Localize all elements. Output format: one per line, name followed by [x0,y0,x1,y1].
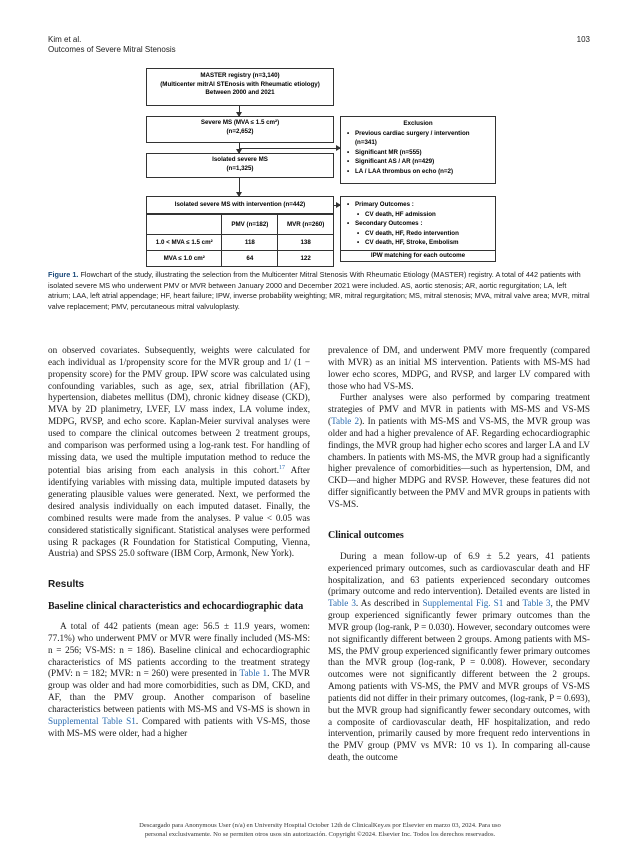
table-cell-pmv: 118 [222,235,278,251]
paragraph-text: , the PMV group experienced significantly fewer primary outcomes than the MVR group (log-rank, P = 0.030). However, secondary outcomes were not significantly different between 2 groups. Among patients with MS-MS, the PMV group experienced significantly fewer primary outcomes than the MVR group (log-rank, P = 0.008). However, secondary outcomes were not significantly different between the 2 groups. Among patients with VS-MS, the PMV and MVR groups of VS-MS patients did not differ in their primary outcomes, (log-rank, P = 0.693), but the MVR group had significantly fewer secondary outcomes, with a composite of cardiovascular death, HF hospitalization, and redo intervention, primarily caused by more frequent redo interventions in the PMV group (PMV vs MVR: 10 vs 1). In comparing all-cause death, the outcome [328,598,590,763]
figure-caption [48,270,590,312]
table-row [147,235,334,251]
download-footer [60,822,580,839]
master-period: Between 2000 and 2021 [205,89,275,96]
supplemental-fig-link[interactable]: Supplemental Fig. S1 [422,598,504,609]
exclusion-list [347,129,489,177]
left-column [48,345,310,740]
table-row-label: MVA ≤ 1.0 cm² [147,251,222,267]
paragraph-text: During a mean follow-up of 6.9 ± 5.2 years, 41 patients experienced primary outcomes, such as cardiovascular death and HF hospitalization, and 63 patients experienced secondary outcomes (primary outcome and redo intervention). Detailed events are listed in [328,550,590,597]
table-3-link[interactable]: Table 3 [328,598,356,609]
paragraph [328,392,590,510]
table-cell-pmv: 64 [222,251,278,267]
table-header-mvr: MVR (n=260) [278,215,334,235]
exclusion-box [340,116,496,184]
table-header-pmv: PMV (n=182) [222,215,278,235]
header-author: Kim et al. [48,35,82,44]
paragraph [48,345,310,560]
ipw-box [340,250,496,262]
master-subtitle: (Multicenter mitrAl STEnosis with Rheumatic etiology) [160,80,320,88]
list-item: • Significant AS / AR (n=429) [347,157,489,167]
severe-title: Severe MS (MVA ≤ 1.5 cm²) [200,119,280,126]
table-corner [147,215,222,235]
list-item: • CV death, HF, Stroke, Embolism [347,238,489,248]
list-item: • CV death, HF, Redo intervention [347,229,489,239]
paragraph [328,551,590,764]
list-item: (n=341) [355,139,377,146]
list-item: • Significant MR (n=555) [347,148,489,158]
arrow-3 [239,178,240,196]
flowchart [0,0,638,265]
primary-outcomes-label: • Primary Outcomes : [347,200,489,210]
table-2-link[interactable]: Table 2 [331,416,360,427]
table-3-link[interactable]: Table 3 [522,598,551,609]
master-title: MASTER registry (n=3,140) [200,72,280,79]
outcomes-list [347,200,489,248]
paragraph [48,621,310,739]
table-header-row [147,215,334,235]
intervention-box [146,196,334,214]
severe-ms-box [146,116,334,143]
exclusion-title: Exclusion [403,120,433,127]
paragraph-text: ). In patients with MS-MS and VS-MS, the MVR group was older and had a higher prevalence of AF. Regarding echocardiographic findings, the MVR group had higher echo scores and larger LA and LV chambers. In patients with MS-MS, the MVR group had a significantly higher prevalence of comorbidities—such as hypertension, DM, and CKD—and higher MDPG and RVSP. However, these features did not differ significantly between the PMV and MVR groups in patients with VS-MS. [328,416,590,509]
paragraph: prevalence of DM, and underwent PMV more frequently (compared with MVR) as an initial MS intervention. Patients with MS-MS had lower echo scores, MDPG, and RVSP, and larger LV compared with those who had VS-MS. [328,345,590,391]
caption-text: Flowchart of the study, illustrating the selection from the Multicenter Mitral Stenosis With Rheumatic Etiology (MASTER) registry. A total of 442 patients with isolated severe MS who underwent PMV or MVR between January 2000 and December 2021 were included. AS, aortic stenosis; AR, aortic regurgitation; LA, left atrium; LAA, left atrial appendage; HF, heart failure; IPW, inverse probability weighting; MR, mitral regurgitation; MS, mitral stenosis; MVA, mitral valve area; MVR, mitral valve replacement; PMV, percutaneous mitral valvuloplasty. [48,270,590,311]
reference-link[interactable]: 17 [279,465,286,472]
paragraph-text: After identifying variables with missing data, multiple imputed datasets by generating plausible values were generated. Next, we performed the desired analysis individually on each imputed dataset. Finally, the combined results were made from the analyses. P value < 0.05 was considered statistically significant. Statistical analyses were performed using R packages (R Foundation for Statistical Computing, Vienna, Austria) and SPSS 25.0 software (IBM Corp, Armonk, New York). [48,465,310,559]
isolated-ms-box [146,153,334,178]
table-1-link[interactable]: Table 1 [239,668,268,679]
intervention-title: Isolated severe MS with intervention (n=442) [174,201,306,208]
exclusion-connector [239,148,340,149]
header-subtitle: Outcomes of Severe Mitral Stenosis [48,45,176,54]
list-item: • Previous cardiac surgery / intervention [347,129,489,139]
paragraph-text: . Compared with patients with VS-MS, those with MS-MS were older, had a higher [48,715,310,738]
results-heading: Results [48,579,85,591]
paragraph-text: and [503,598,523,609]
table-row-label: 1.0 < MVA ≤ 1.5 cm² [147,235,222,251]
list-item: • LA / LAA thrombus on echo (n=2) [347,167,489,177]
table-row [147,251,334,267]
supplemental-table-link[interactable]: Supplemental Table S1 [48,715,136,726]
list-item: • CV death, HF admission [347,210,489,220]
table-cell-mvr: 122 [278,251,334,267]
isolated-title: Isolated severe MS [212,156,268,163]
table-cell-mvr: 138 [278,235,334,251]
page-number: 103 [576,35,590,44]
caption-label: Figure 1. [48,270,79,279]
severe-count: (n=2,652) [226,127,254,135]
clinical-outcomes-heading: Clinical outcomes [328,529,404,541]
footer-line: personal exclusivamente. No se permiten otros usos sin autorización. Copyright ©2024. Elsevier Inc. Todos los derechos reservados. [144,830,496,838]
right-column [328,345,590,764]
master-registry-box [146,68,334,106]
paragraph-text: Further analyses were also performed by comparing treatment strategies of PMV and MVR in patients with MS-MS and VS-MS ( [328,392,590,427]
footer-line: Descargado para Anonymous User (n/a) en University Hospital October 12th de ClinicalKey.es por Elsevier en marzo 03, 2024. Para uso [139,822,501,829]
isolated-count: (n=1,325) [226,164,254,172]
paragraph-text: . The MVR group was older and had more comorbidities, such as DM, CKD, and AF, than the PMV group. Another comparison of baseline characteristics between patients with MS-MS and VS-MS is shown in [48,668,310,714]
paragraph-text: . As described in [355,598,423,609]
arrow-1 [239,106,240,116]
secondary-outcomes-label: • Secondary Outcomes : [347,219,489,229]
ipw-label: IPW matching for each outcome [370,252,466,259]
baseline-heading: Baseline clinical characteristics and echocardiographic data [48,601,304,613]
mva-table [146,214,334,267]
paragraph-text: on observed covariates. Subsequently, weights were calculated for each individual as 1/propensity score for the MVR group and 1/ (1 − propensity score) for the PMV group. IPW score was calculated using confounding variables, such as age, sex, atrial fibrillation (AF), hypertension, diabetes mellitus (DM), chronic kidney disease (CKD), MVA by 2D planimetry, LVEF, LV mass index, LA volume index, MDPG, RVSP, and echo score. Kaplan-Meier survival analyses were used to compare the clinical outcomes between 2 treatment groups, and comparison was performed using a log-rank test. For handling of missing data, we used the multiple imputation method to reduce the potential bias arising from each analysis in this cohort. [48,345,310,476]
paragraph-text: A total of 442 patients (mean age: 56.5 ± 11.9 years, women: 77.1%) who underwent PMV or MVR were finally included (MS-MS: n = 256; VS-MS: n = 186). Baseline clinical and echocardiographic characteristics of MS patients according to the treatment strategy (PMV: n = 182; MVR: n = 260) were presented in [48,621,310,679]
